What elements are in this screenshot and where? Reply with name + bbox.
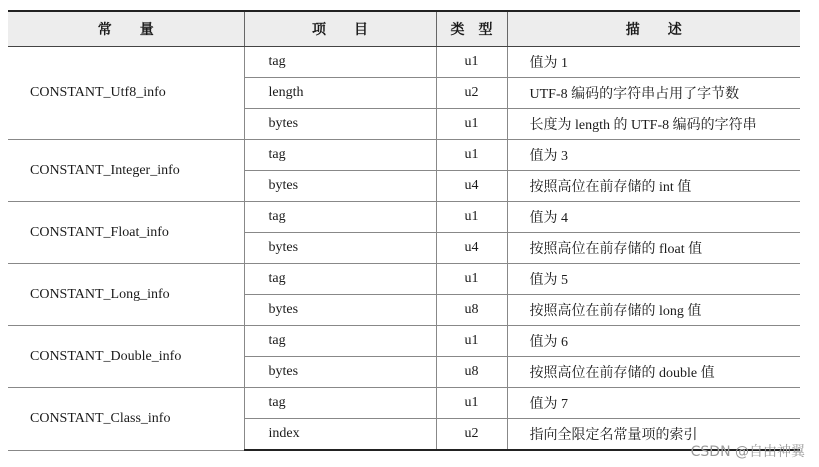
header-row [8, 11, 800, 47]
table-row [8, 202, 800, 233]
type-cell: u1 [436, 388, 507, 419]
type-cell: u1 [436, 47, 507, 78]
constant-name-cell: CONSTANT_Class_info [8, 388, 244, 451]
table-row [8, 264, 800, 295]
item-cell: index [244, 419, 436, 451]
item-cell: bytes [244, 171, 436, 202]
constant-name-cell: CONSTANT_Float_info [8, 202, 244, 264]
description-cell: 值为 5 [507, 264, 800, 295]
description-cell: 值为 3 [507, 140, 800, 171]
constant-name-cell: CONSTANT_Integer_info [8, 140, 244, 202]
constant-name-cell: CONSTANT_Long_info [8, 264, 244, 326]
description-cell: 按照高位在前存储的 double 值 [507, 357, 800, 388]
item-cell: tag [244, 47, 436, 78]
description-cell: 按照高位在前存储的 float 值 [507, 233, 800, 264]
description-cell: 值为 4 [507, 202, 800, 233]
header-description: 描 述 [507, 11, 800, 47]
description-cell: 值为 1 [507, 47, 800, 78]
table-row [8, 47, 800, 78]
description-cell: 长度为 length 的 UTF-8 编码的字符串 [507, 109, 800, 140]
constant-name-cell: CONSTANT_Double_info [8, 326, 244, 388]
item-cell: bytes [244, 357, 436, 388]
table-row [8, 326, 800, 357]
type-cell: u1 [436, 140, 507, 171]
table-body [8, 47, 800, 451]
constant-pool-table [8, 10, 800, 451]
type-cell: u2 [436, 419, 507, 451]
table-row [8, 388, 800, 419]
type-cell: u1 [436, 109, 507, 140]
description-cell: 指向全限定名常量项的索引 [507, 419, 800, 451]
type-cell: u4 [436, 233, 507, 264]
type-cell: u1 [436, 202, 507, 233]
item-cell: bytes [244, 233, 436, 264]
item-cell: bytes [244, 109, 436, 140]
description-cell: 按照高位在前存储的 int 值 [507, 171, 800, 202]
description-cell: 值为 6 [507, 326, 800, 357]
table-row [8, 140, 800, 171]
type-cell: u1 [436, 326, 507, 357]
item-cell: tag [244, 388, 436, 419]
type-cell: u2 [436, 78, 507, 109]
table-header [8, 11, 800, 47]
constant-name-cell: CONSTANT_Utf8_info [8, 47, 244, 140]
item-cell: tag [244, 202, 436, 233]
type-cell: u1 [436, 264, 507, 295]
header-type: 类 型 [436, 11, 507, 47]
item-cell: tag [244, 264, 436, 295]
item-cell: length [244, 78, 436, 109]
description-cell: UTF-8 编码的字符串占用了字节数 [507, 78, 800, 109]
type-cell: u8 [436, 357, 507, 388]
header-item: 项 目 [244, 11, 436, 47]
type-cell: u8 [436, 295, 507, 326]
description-cell: 按照高位在前存储的 long 值 [507, 295, 800, 326]
item-cell: tag [244, 326, 436, 357]
description-cell: 值为 7 [507, 388, 800, 419]
item-cell: tag [244, 140, 436, 171]
item-cell: bytes [244, 295, 436, 326]
header-constant: 常 量 [8, 11, 244, 47]
watermark: CSDN @自由神翼 [690, 444, 805, 460]
type-cell: u4 [436, 171, 507, 202]
